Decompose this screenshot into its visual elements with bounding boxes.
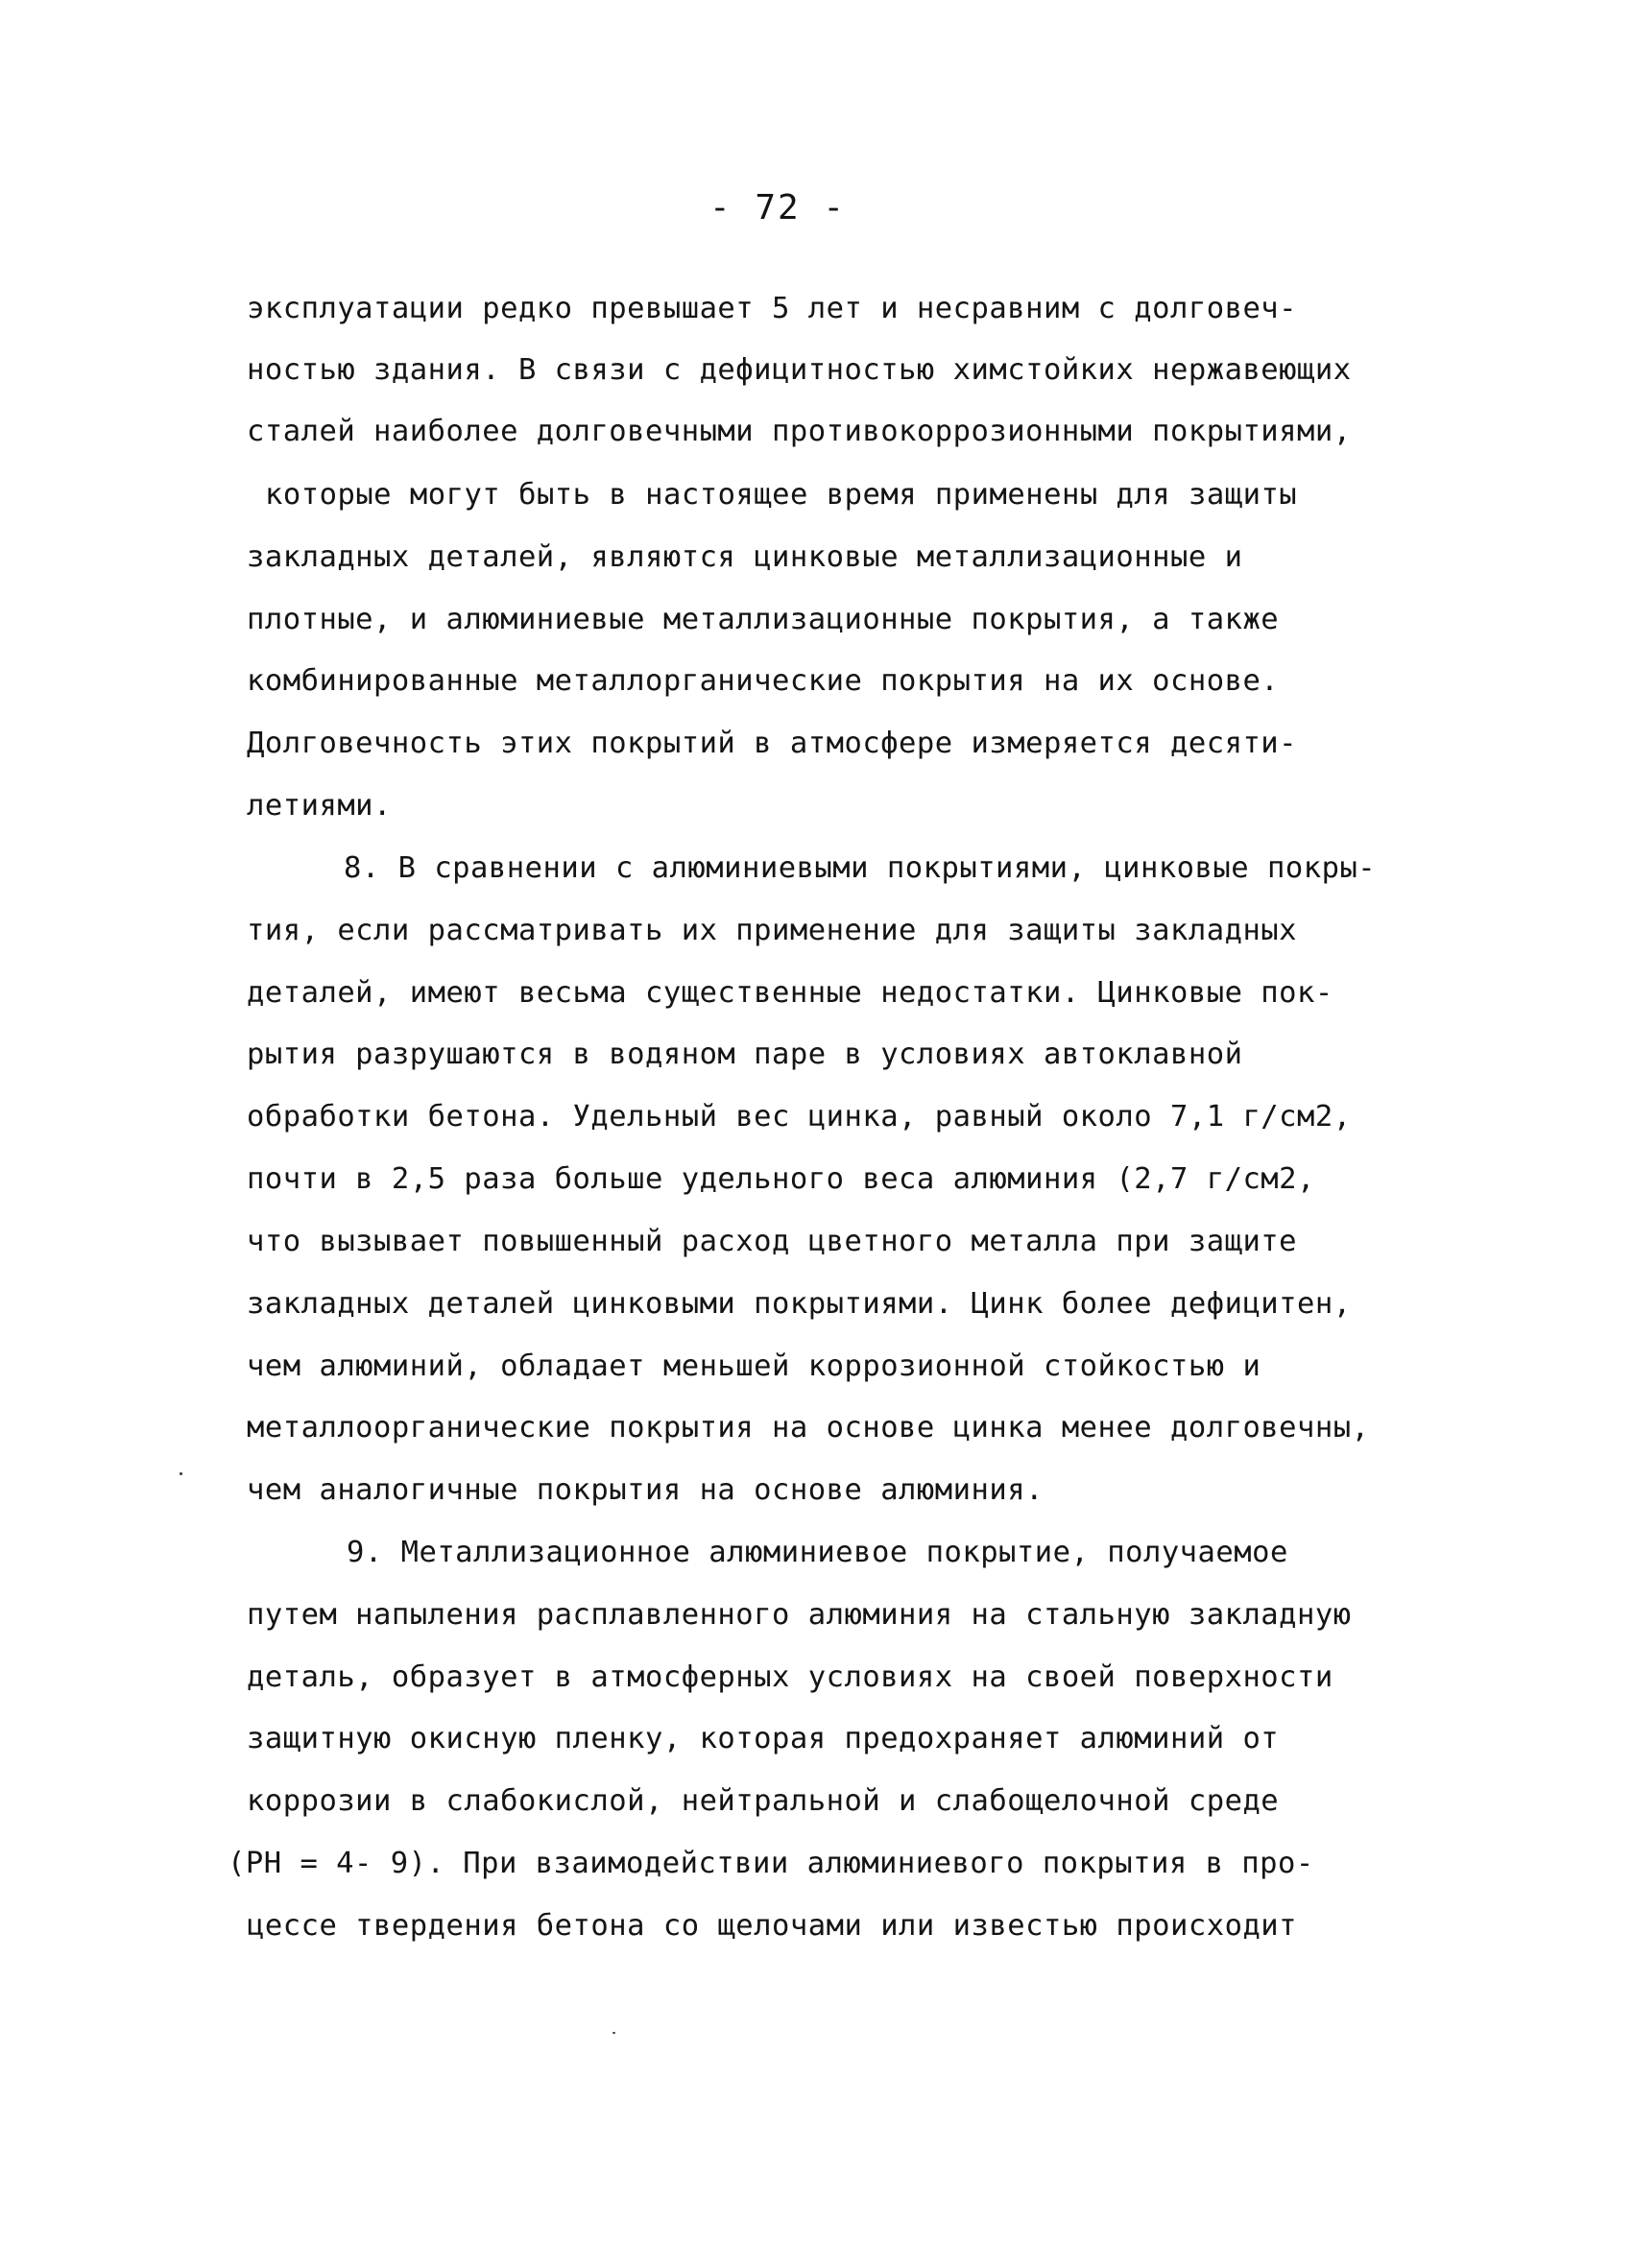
text-line: 9. Металлизационное алюминиевое покрытие, получаемое: [347, 1536, 1288, 1569]
text-line: Долговечность этих покрытий в атмосфере измеряется десяти-: [247, 727, 1298, 760]
text-line: почти в 2,5 раза больше удельного веса алюминия (2,7 г/см2,: [247, 1162, 1315, 1196]
text-line: деталь, образует в атмосферных условиях на своей поверхности: [247, 1660, 1333, 1694]
text-line: тия, если рассматривать их применение для защиты закладных: [247, 914, 1298, 947]
margin-mark: [180, 1472, 182, 1475]
text-line: коррозии в слабокислой, нейтральной и слабощелочной среде: [247, 1784, 1280, 1818]
text-line: защитную окисную пленку, которая предохраняет алюминий от: [247, 1722, 1280, 1755]
text-line: обработки бетона. Удельный вес цинка, равный около 7,1 г/см2,: [247, 1100, 1352, 1134]
margin-mark: [612, 2032, 615, 2034]
text-line: закладных деталей цинковыми покрытиями. Цинк более дефицитен,: [247, 1287, 1352, 1321]
text-line: (PH = 4- 9). При взаимодействии алюминиевого покрытия в про-: [228, 1847, 1314, 1880]
page-number: - 72 -: [708, 188, 847, 227]
text-line: цессе твердения бетона со щелочами или известью происходит: [247, 1909, 1298, 1943]
text-line: рытия разрушаются в водяном паре в условиях автоклавной: [247, 1038, 1243, 1071]
text-line: комбинированные металлорганические покрытия на их основе.: [247, 664, 1280, 698]
text-line: деталей, имеют весьма существенные недостатки. Цинковые пок-: [247, 976, 1333, 1010]
text-line: чем алюминий, обладает меньшей коррозионной стойкостью и: [247, 1349, 1261, 1383]
text-line: путем напыления расплавленного алюминия на стальную закладную: [247, 1598, 1352, 1632]
text-line: что вызывает повышенный расход цветного металла при защите: [247, 1225, 1298, 1258]
text-line: чем аналогичные покрытия на основе алюминия.: [247, 1473, 1044, 1507]
text-line: ностью здания. В связи с дефицитностью химстойких нержавеющих: [247, 353, 1352, 387]
text-line: летиями.: [247, 789, 392, 823]
text-line: сталей наиболее долговечными противокоррозионными покрытиями,: [247, 415, 1352, 448]
text-line: закладных деталей, являются цинковые металлизационные и: [247, 540, 1243, 574]
text-line: эксплуатации редко превышает 5 лет и несравним с долговеч-: [247, 292, 1298, 325]
text-line: которые могут быть в настоящее время применены для защиты: [265, 478, 1298, 512]
text-line: 8. В сравнении с алюминиевыми покрытиями, цинковые покры-: [344, 851, 1377, 885]
text-line: плотные, и алюминиевые металлизационные покрытия, а также: [247, 603, 1280, 636]
text-line: металлоорганические покрытия на основе цинка менее долговечны,: [247, 1411, 1370, 1444]
